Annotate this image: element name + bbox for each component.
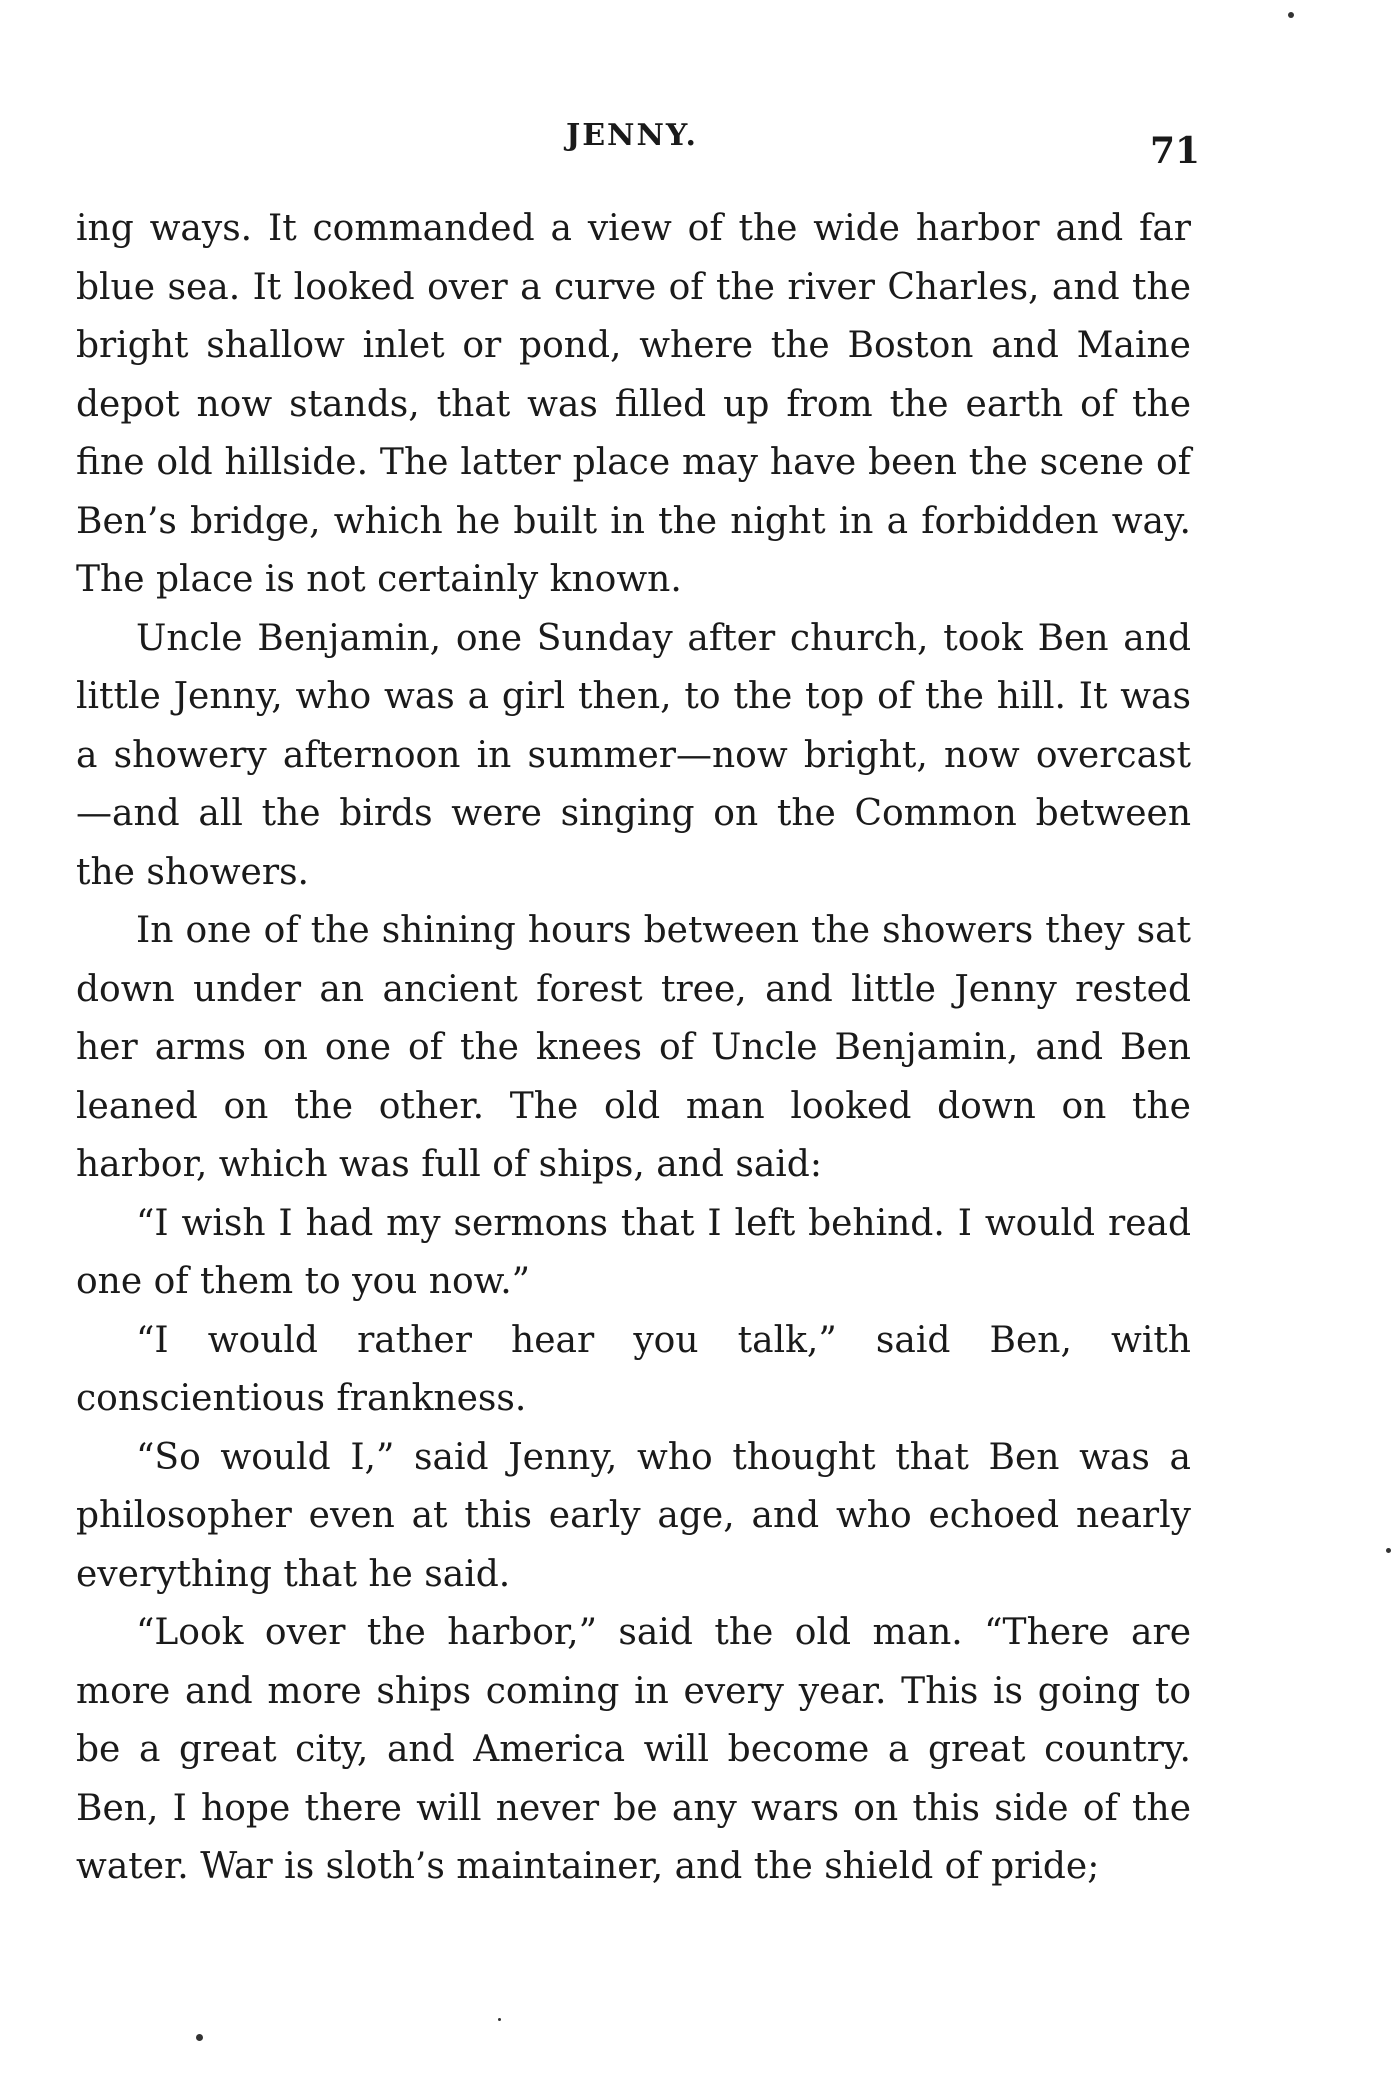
scan-speck — [196, 2034, 203, 2041]
paragraph-continued: ing ways. It commanded a view of the wide harbor and far blue sea. It looked over a curve of the river Charles, and the bright shallow inlet or pond, where the Boston and Maine depot now stands, that was filled up from the earth of the fine old hillside. The latter place may have been the scene of Ben’s bridge, which he built in the night in a forbidden way. The place is not certainly known. — [76, 208, 1191, 600]
scan-speck — [498, 2018, 501, 2021]
page-number: 71 — [1150, 130, 1201, 172]
paragraph: “So would I,” said Jenny, who thought that Ben was a philosopher even at this early age, and who echoed nearly everything that he said. — [76, 1436, 1191, 1595]
body-text — [76, 200, 1191, 1897]
paragraph: “I wish I had my sermons that I left behind. I would read one of them to you now.” — [76, 1202, 1191, 1302]
scan-speck — [1386, 1548, 1391, 1553]
page-header — [0, 118, 1392, 178]
paragraph: “I would rather hear you talk,” said Ben, with conscientious frankness. — [76, 1319, 1191, 1419]
paragraph: In one of the shining hours between the showers they sat down under an ancient forest tree, and little Jenny rested her arms on one of the knees of Uncle Benjamin, and Ben leaned on the other. The old man looked down on the harbor, which was full of ships, and said: — [76, 910, 1191, 1185]
scan-speck — [1288, 12, 1294, 18]
paragraph: Uncle Benjamin, one Sunday after church, took Ben and little Jenny, who was a girl then, to the top of the hill. It was a showery afternoon in summer—now bright, now overcast—and all the birds were singing on the Common between the showers. — [76, 617, 1191, 893]
paragraph: “Look over the harbor,” said the old man. “There are more and more ships coming in every year. This is going to be a great city, and America will become a great country. Ben, I hope there will never be any wars on this side of the water. War is sloth’s maintainer, and the shield of pride; — [76, 1612, 1191, 1887]
running-head: JENNY. — [566, 118, 698, 153]
